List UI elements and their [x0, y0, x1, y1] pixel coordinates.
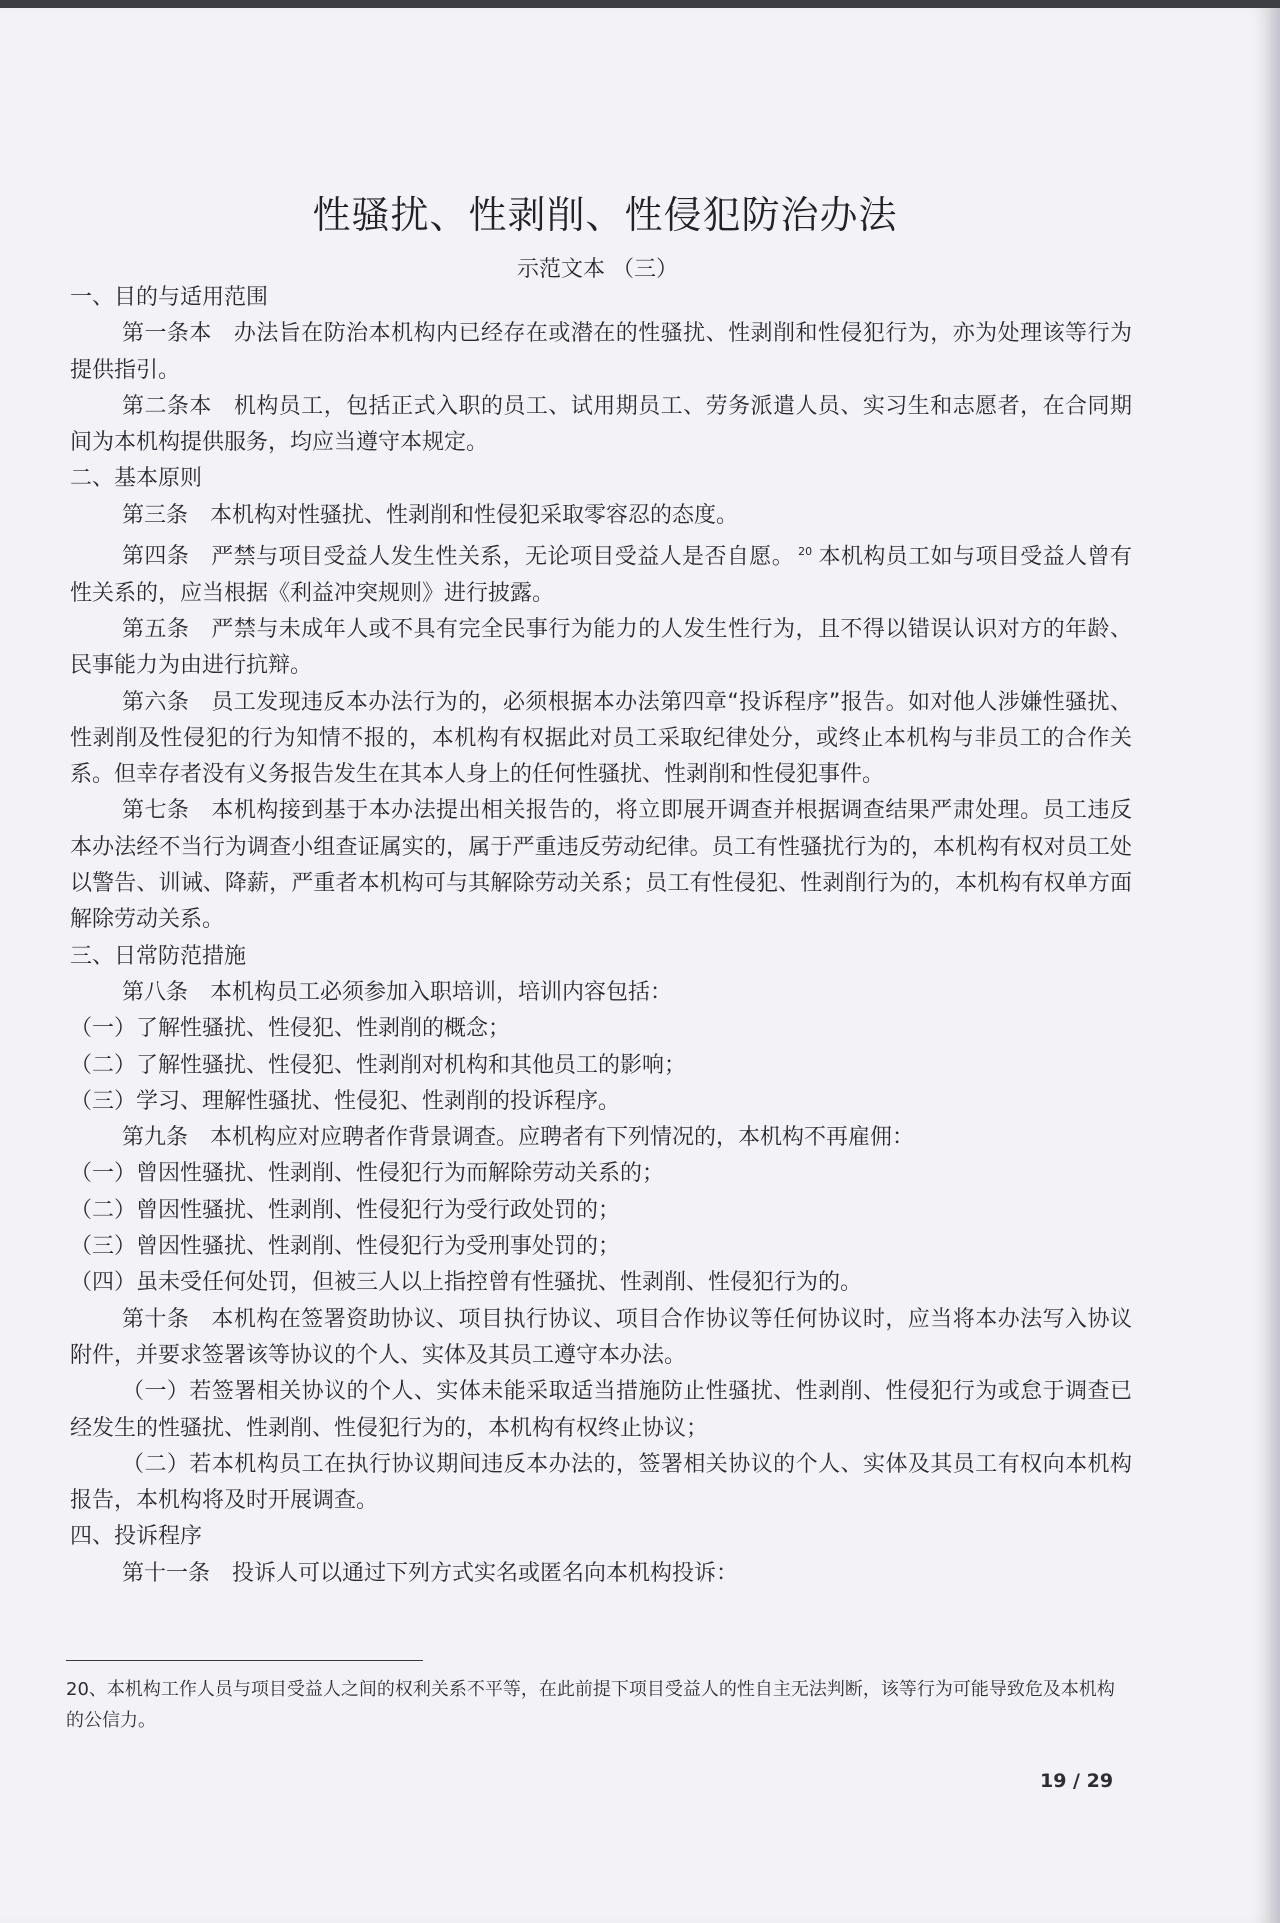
scan-right-edge	[1270, 8, 1280, 1923]
clause-paragraph: （一）若签署相关协议的个人、实体未能采取适当措施防止性骚扰、性剥削、性侵犯行为或怠于调查已经发生的性骚扰、性剥削、性侵犯行为的，本机构有权终止协议；	[70, 1379, 1132, 1441]
article-label: 第七条	[122, 798, 190, 824]
scan-top-edge	[0, 0, 1280, 8]
document-subtitle: 示范文本 （三）	[517, 257, 678, 282]
list-item: （三）曾因性骚扰、性剥削、性侵犯行为受刑事处罚的；	[70, 1234, 621, 1260]
article-text: 办法旨在防治本机构内已经存在或潜在的性骚扰、性剥削和性侵犯行为，亦为处理该等行为提供指引。	[70, 321, 1132, 383]
article-paragraph	[70, 1302, 1132, 1375]
section-heading: 三、日常防范措施	[70, 943, 247, 969]
section-heading: 一、目的与适用范围	[70, 285, 269, 310]
article-text: 严禁与未成年人或不具有完全民事行为能力的人发生性行为，且不得以错误认识对方的年龄、民事能力为由进行抗辩。	[70, 617, 1132, 679]
article-text: 本机构接到基于本办法提出相关报告的，将立即展开调查并根据调查结果严肃处理。员工违反本办法经不当行为调查小组查证属实的，属于严重违反劳动纪律。员工有性骚扰行为的，本机构有权对员工处以警告、训诫、降薪，严重者本机构可与其解除劳动关系；员工有性侵犯、性剥削行为的，本机构有权单方面解除劳动关系。	[70, 798, 1132, 933]
article-paragraph	[70, 612, 1132, 685]
article-text: 本机构对性骚扰、性剥削和性侵犯采取零容忍的态度。	[210, 502, 739, 528]
article-paragraph	[70, 975, 1132, 1011]
article-text-continued: 本机构员工如与项目受益人曾有性关系的，应当根据《利益冲突规则》进行披露。	[70, 544, 1132, 606]
list-item: （一）了解性骚扰、性侵犯、性剥削的概念；	[70, 1016, 511, 1042]
article-text: 本机构应对应聘者作背景调查。应聘者有下列情况的，本机构不再雇佣：	[210, 1125, 915, 1151]
clause-paragraph: （二）若本机构员工在执行协议期间违反本办法的，签署相关协议的个人、实体及其员工有权向本机构报告，本机构将及时开展调查。	[70, 1451, 1132, 1514]
article-paragraph	[70, 1120, 1132, 1156]
article-paragraph	[70, 498, 1132, 534]
list-item: （一）曾因性骚扰、性剥削、性侵犯行为而解除劳动关系的；	[70, 1161, 665, 1187]
article-label: 第五条	[122, 617, 190, 642]
article-label: 第十条	[122, 1306, 190, 1332]
article-label: 第一条本	[122, 321, 212, 347]
article-paragraph	[70, 389, 1132, 462]
article-text: 本机构在签署资助协议、项目执行协议、项目合作协议等任何协议时，应当将本办法写入协议附件，并要求签署该等协议的个人、实体及其员工遵守本办法。	[70, 1306, 1132, 1368]
footnote-marker[interactable]: 20	[798, 545, 813, 559]
article-paragraph	[70, 316, 1132, 389]
page-number: 19 / 29	[1040, 1770, 1114, 1792]
list-item: （二）曾因性骚扰、性剥削、性侵犯行为受行政处罚的；	[70, 1197, 621, 1223]
article-text: 严禁与项目受益人发生性关系，无论项目受益人是否自愿。	[211, 544, 795, 570]
article-paragraph	[70, 793, 1132, 938]
section-heading: 四、投诉程序	[70, 1524, 203, 1550]
article-text: 本机构员工必须参加入职培训，培训内容包括：	[210, 979, 673, 1005]
article-paragraph	[70, 685, 1132, 794]
list-item: （二）了解性骚扰、性侵犯、性剥削对机构和其他员工的影响；	[70, 1052, 687, 1078]
document-body	[70, 280, 1132, 1592]
document-title: 性骚扰、性剥削、性侵犯防治办法	[312, 193, 898, 237]
list-item: （四）虽未受任何处罚，但被三人以上指控曾有性骚扰、性剥削、性侵犯行为的。	[70, 1270, 863, 1296]
document-page	[0, 8, 1270, 1923]
list-item: （三）学习、理解性骚扰、性侵犯、性剥削的投诉程序。	[70, 1088, 621, 1114]
article-label: 第四条	[122, 544, 190, 570]
article-label: 第八条	[122, 979, 189, 1005]
footnote-divider	[66, 1660, 423, 1661]
article-text: 机构员工，包括正式入职的员工、试用期员工、劳务派遣人员、实习生和志愿者，在合同期间为本机构提供服务，均应当遵守本规定。	[70, 393, 1132, 456]
article-label: 第九条	[122, 1125, 189, 1151]
article-text: 投诉人可以通过下列方式实名或匿名向本机构投诉：	[232, 1560, 739, 1586]
article-paragraph	[70, 1556, 1132, 1592]
article-label: 第三条	[122, 502, 189, 528]
section-heading: 二、基本原则	[70, 466, 203, 492]
article-label: 第二条本	[122, 393, 212, 419]
article-label: 第六条	[122, 689, 190, 715]
footnote: 20、本机构工作人员与项目受益人之间的权利关系不平等，在此前提下项目受益人的性自主无法判断，该等行为可能导致危及本机构的公信力。	[66, 1679, 1115, 1731]
article-label: 第十一条	[122, 1560, 211, 1586]
article-text: 员工发现违反本办法行为的，必须根据本办法第四章“投诉程序”报告。如对他人涉嫌性骚扰、性剥削及性侵犯的行为知情不报的，本机构有权据此对员工采取纪律处分，或终止本机构与非员工的合作关系。但幸存者没有义务报告发生在其本人身上的任何性骚扰、性剥削和性侵犯事件。	[70, 689, 1132, 788]
article-paragraph	[70, 534, 1132, 612]
